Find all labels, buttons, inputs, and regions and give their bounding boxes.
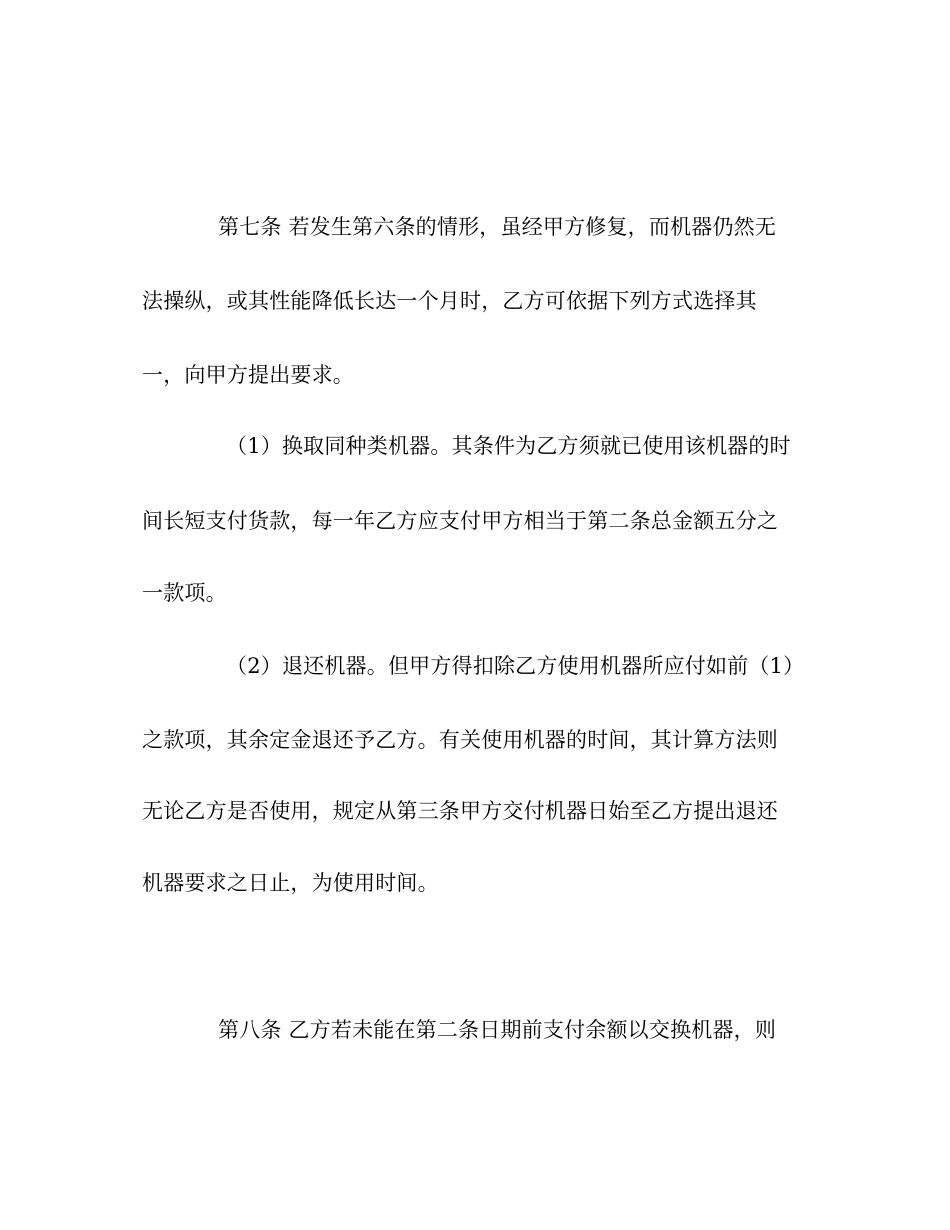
article-8-line-1: 第八条 乙方若未能在第二条日期前支付余额以交换机器，则 xyxy=(218,1018,777,1042)
article-7-line-1: 第七条 若发生第六条的情形，虽经甲方修复，而机器仍然无 xyxy=(218,215,777,239)
article-7-line-2: 法操纵，或其性能降低长达一个月时，乙方可依据下列方式选择其 xyxy=(142,289,757,313)
item-2-line-1: （2）退还机器。但甲方得扣除乙方使用机器所应付如前（1） xyxy=(226,654,805,678)
item-2-line-2: 之款项，其余定金退还予乙方。有关使用机器的时间，其计算方法则 xyxy=(142,728,778,752)
item-1-line-2: 间长短支付货款，每一年乙方应支付甲方相当于第二条总金额五分之 xyxy=(142,509,778,533)
item-1-line-1: （1）换取同种类机器。其条件为乙方须就已使用该机器的时 xyxy=(226,434,791,458)
item-2-line-4: 机器要求之日止，为使用时间。 xyxy=(142,871,439,895)
item-2-line-3: 无论乙方是否使用，规定从第三条甲方交付机器日始至乙方提出退还 xyxy=(142,799,778,823)
item-1-line-3: 一款项。 xyxy=(142,581,227,605)
article-7-line-3: 一，向甲方提出要求。 xyxy=(142,363,354,387)
